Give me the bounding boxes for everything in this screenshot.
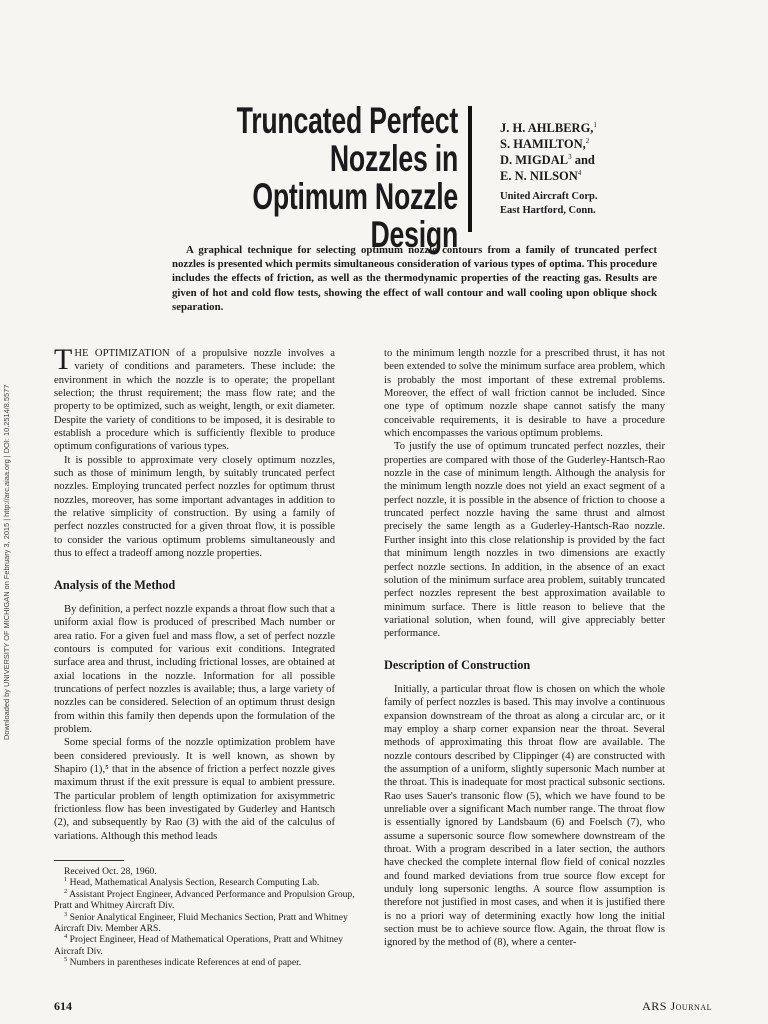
- body-paragraph: To justify the use of optimum truncated perfect nozzles, their properties are compared with those of the Guderley-Hantsch-Rao nozzle in the case of minimum length. Although the analysis for the minimum length nozzle does not yield an exact segment of a perfect nozzle, it is possible in the absence of friction to choose a truncated perfect nozzle having the same thrust and almost precisely the same length as a Guderley-Hantsch-Rao nozzle. Further insight into this close relationship is provided by the fact that minimum length nozzles in two dimensions are exactly perfect nozzle sections. In addition, in the absence of an exact solution of the minimum surface area problem, suitably truncated perfect nozzles represent the best approximation available to minimum surface. There is little reason to believe that the variational solution, when found, will give appreciably better performance.: [384, 441, 665, 640]
- download-watermark: [2, 300, 14, 740]
- author-1: J. H. AHLBERG,$^1$: [500, 120, 597, 135]
- left-column: [54, 343, 335, 843]
- section-heading-construction: Description of Construction: [384, 657, 531, 672]
- page-number: 614: [54, 999, 72, 1013]
- author-footnote-mark: 1: [593, 120, 597, 129]
- footnote-item: $^2$ Assistant Project Engineer, Advanced Performance and Propulsion Group, Pratt and Whitney Aircraft Div.: [54, 887, 355, 912]
- footnote-divider: [54, 860, 124, 861]
- intro-paragraph: THE OPTIMIZATION of a propulsive nozzle involves a variety of conditions and parameters. These include: the environment in which the nozzle is to operate; the propellant selection; the thrust requirement; the mass flow rate; and the property to be optimized, such as weight, length, or exit diameter. Despite the variety of conditions to be imposed, it is desirable to establish a procedure which is sufficiently flexible to produce optimum configurations of various types.: [54, 343, 335, 453]
- body-paragraph: Some special forms of the nozzle optimization problem have been considered previously. It is well known, as shown by Shapiro (1),⁵ that in the absence of friction a perfect nozzle gives maximum thrust if the exit pressure is equal to ambient pressure. The particular problem of length optimization for axisymmetric frictionless flow has been investigated by Guderley and Hantsch (2), and subsequently by Rao (3) with the aid of the calculus of variations. Although this method leads: [54, 737, 335, 842]
- author-3: D. MIGDAL$^3$ and: [500, 152, 595, 167]
- paper-title-line-1: Truncated Perfect Nozzles in: [236, 100, 458, 179]
- author-list: [500, 120, 660, 184]
- body-paragraph: By definition, a perfect nozzle expands a throat flow such that a uniform axial flow is produced of prescribed Mach number or area ratio. For a given fuel and mass flow, a set of perfect nozzle contours is computed for various exit conditions. Integrated surface area and thrust, including frictional losses, are obtained at axial locations in the nozzle. Information for all possible truncations of perfect nozzles is available; thus, a large variety of nozzles can be considered. Selection of an optimum thrust design from within this family then depends upon the formulation of the problem.: [54, 603, 335, 735]
- drop-cap: T: [54, 343, 73, 376]
- footnotes: [54, 866, 356, 969]
- author-footnote-mark: 3: [568, 152, 572, 161]
- right-column: [384, 347, 665, 950]
- paper-title-line-2: Optimum Nozzle Design: [252, 176, 458, 255]
- received-date: Received Oct. 28, 1960.: [64, 866, 157, 877]
- body-paragraph: to the minimum length nozzle for a prescribed thrust, it has not been extended to solve the minimum surface area problem, which is probably the most important of these extremal problems. Moreover, the effect of wall friction cannot be included. Since one type of optimum nozzle shape cannot satisfy the many conceivable requirements, it is desirable to have a procedure which encompasses the various optimum problems.: [384, 348, 665, 440]
- paper-title: [215, 102, 458, 254]
- journal-name: ARS Journal: [642, 999, 712, 1013]
- footnote-item: $^3$ Senior Analytical Engineer, Fluid Mechanics Section, Pratt and Whitney Aircraft Div. Member ARS.: [54, 910, 348, 935]
- author-4: E. N. NILSON$^4$: [500, 168, 582, 183]
- author-footnote-mark: 4: [577, 168, 582, 177]
- footnote-item: $^1$ Head, Mathematical Analysis Section, Research Computing Lab.: [64, 876, 320, 889]
- footnote-item: $^5$ Numbers in parentheses indicate References at end of paper.: [64, 956, 302, 969]
- author-2: S. HAMILTON,$^2$: [500, 136, 590, 151]
- footnote-item: $^4$ Project Engineer, Head of Mathematical Operations, Pratt and Whitney Aircraft Div.: [54, 933, 343, 957]
- download-watermark-text: Downloaded by UNIVERSITY OF MICHIGAN on February 3, 2015 | http://arc.aiaa.org | DOI: 10.2514/8.5577: [2, 384, 11, 740]
- author-footnote-mark: 2: [585, 136, 590, 145]
- abstract: A graphical technique for selecting optimum nozzle contours from a family of truncated perfect nozzles is presented which permits simultaneous consideration of various types of optima. This procedure includes the effects of friction, as well as the thermodynamic properties of the reacting gas. Results are given of hot and cold flow tests, showing the effect of wall contour and wall cooling upon oblique shock separation.: [172, 244, 657, 313]
- title-divider: [468, 106, 472, 232]
- section-heading-analysis: Analysis of the Method: [54, 577, 176, 592]
- body-paragraph: It is possible to approximate very closely optimum nozzles, such as those of minimum length, by suitably truncated perfect nozzles. Employing truncated perfect nozzles for optimum thrust nozzles, moreover, has some important advantages in addition to the relative simplicity of construction. By using a family of perfect nozzles constructed for a given throat flow, it is possible to consider the various optimum problems simultaneously and thus to effect a tradeoff among nozzle properties.: [54, 454, 335, 560]
- affiliation: United Aircraft Corp. East Hartford, Conn.: [500, 191, 598, 216]
- body-paragraph: Initially, a particular throat flow is chosen on which the whole family of perfect nozzles is based. This may involve a continuous expansion downstream of the throat as along a circular arc, or it may employ a sharp corner expansion near the throat. Several methods of approximating this throat flow are available. The nozzle contours described by Clippinger (4) are constructed with the assumption of a uniform, slightly supersonic Mach number at the throat. This is inadequate for most practical subsonic sections. Rao uses Sauer's transonic flow (5), which we have found to be unreliable over a significant Mach number range. The throat flow is essentially ignored by Landsbaum (6) and Foelsch (7), who assume a supersonic source flow somewhere downstream of the throat. With a program described in a later section, the authors have checked the complete internal flow field of conical nozzles and found marked deviations from true source flow except for unduly long supersonic lengths. A source flow assumption is therefore not justified in most cases, and when it is justified there is no a priori way of determining exactly how long the initial section must be to achieve source flow. Again, the throat flow is ignored by the method of (8), where a center-: [384, 683, 665, 949]
